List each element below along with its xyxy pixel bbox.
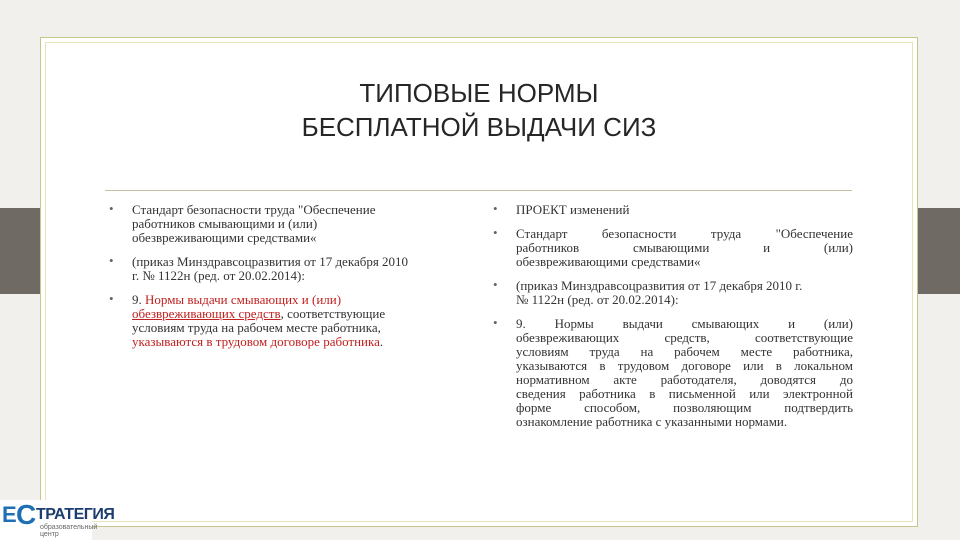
left-item2-line2: г. № 1122н (ред. от 20.02.2014):	[132, 268, 305, 283]
item-number: 9.	[132, 292, 145, 307]
left-item1-line1: Стандарт безопасности труда "Обеспечение	[132, 202, 376, 217]
right-item2-line1: Стандарт безопасности труда "Обеспечение	[516, 226, 853, 241]
right-item4-line5: нормативном акте работодателя, доводятся до	[516, 372, 853, 387]
bullet-icon: •	[109, 291, 114, 306]
left-bullet-order	[107, 255, 469, 283]
bullet-icon: •	[493, 277, 498, 292]
left-bullet-standard	[107, 203, 469, 245]
right-bullet-standard	[491, 227, 853, 269]
right-item4-line1: 9. Нормы выдачи смывающих и (или)	[516, 316, 853, 331]
left-item2-line1: (приказ Минздравсоцразвития от 17 декабря 2010	[132, 254, 409, 269]
logo-subtitle	[40, 524, 97, 538]
left-bullet-norms	[107, 293, 469, 349]
bullet-icon: •	[493, 315, 498, 330]
right-item4-line8: ознакомление работника с указанными нормами.	[516, 414, 788, 429]
logo-mark-c: С	[16, 499, 37, 530]
title-divider	[105, 190, 852, 191]
red-text-norms: Нормы выдачи смывающих и (или)	[145, 292, 342, 307]
strategy-logo	[0, 499, 115, 540]
left-item3-line3: условиям труда на рабочем месте работника,	[132, 320, 381, 335]
bullet-icon: •	[493, 201, 498, 216]
right-item3-line1: (приказ Минздравсоцразвития от 17 декабря 2010 г.	[516, 278, 803, 293]
right-item2-line2: работников смывающими и (или)	[516, 240, 853, 255]
title-line-2: БЕСПЛАТНОЙ ВЫДАЧИ СИЗ	[301, 112, 657, 142]
right-bullet-norms	[491, 317, 853, 429]
right-item1-text: ПРОЕКТ изменений	[516, 202, 630, 217]
right-item4-line4: указываются в трудовом договоре или в локальном	[516, 358, 853, 373]
right-column	[491, 203, 853, 429]
right-item4-line6: сведения работника в письменной или электронной	[516, 386, 853, 401]
left-item1-line2: работников смывающими и (или)	[132, 216, 318, 231]
title-line-1: ТИПОВЫЕ НОРМЫ	[359, 78, 599, 108]
right-item2-line3: обезвреживающими средствами«	[516, 254, 701, 269]
slide-title	[41, 76, 917, 144]
right-item4-line2: обезвреживающих средств, соответствующие	[516, 330, 853, 345]
left-item3-line1	[132, 293, 469, 307]
bullet-icon: •	[493, 225, 498, 240]
logo-name: ТРАТЕГИЯ	[36, 506, 115, 523]
logo-sub-line2: центр	[40, 531, 59, 538]
item-end: .	[379, 334, 384, 349]
logo-sub-line1: образовательный	[40, 524, 98, 531]
bullet-icon: •	[109, 201, 114, 216]
right-bullet-project	[491, 203, 853, 217]
right-item3-line2: № 1122н (ред. от 20.02.2014):	[516, 292, 679, 307]
red-text-contract: указываются в трудовом договоре работника	[132, 334, 380, 349]
right-bullet-order	[491, 279, 853, 307]
left-item3-line2	[132, 307, 469, 321]
right-item4-line7: форме способом, позволяющим подтвердить	[516, 400, 853, 415]
left-column	[107, 203, 469, 349]
slide	[40, 37, 918, 527]
red-underlined-text: обезвреживающих средств	[132, 306, 281, 321]
logo-mark-e: Е	[2, 502, 17, 527]
left-item3-text: , соответствующие	[280, 306, 386, 321]
left-item3-line4	[132, 335, 469, 349]
right-item4-line3: условиям труда на рабочем месте работника,	[516, 344, 853, 359]
bullet-icon: •	[109, 253, 114, 268]
left-item1-line3: обезвреживающими средствами«	[132, 230, 317, 245]
